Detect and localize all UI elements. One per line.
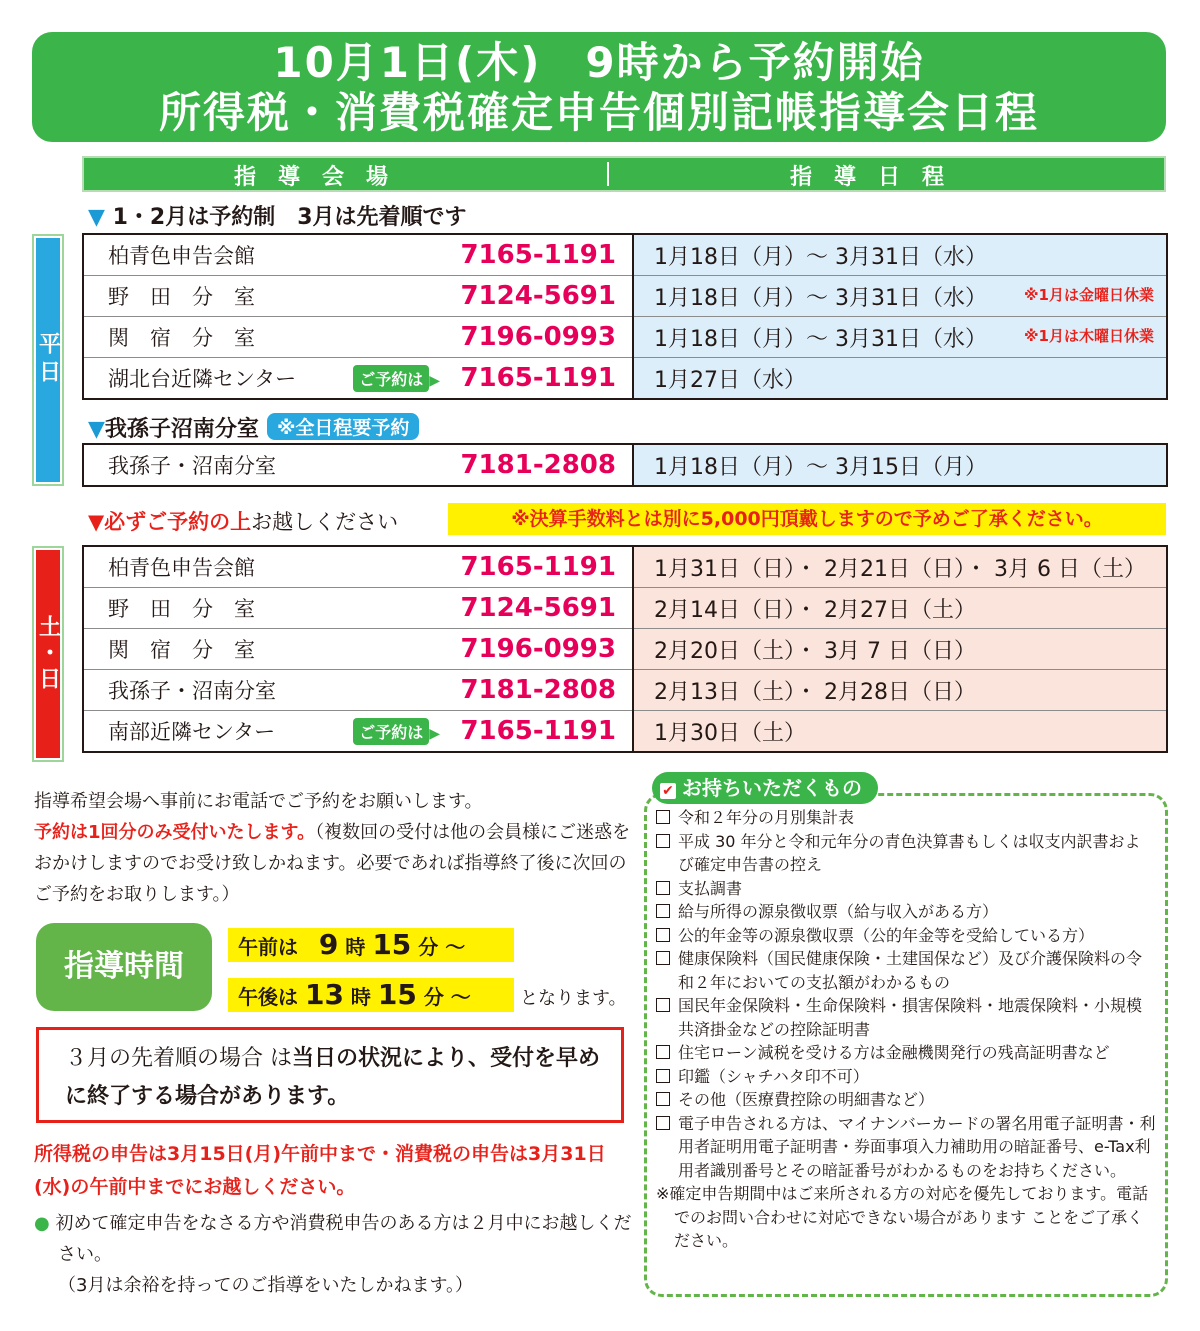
checkbox-icon bbox=[656, 951, 670, 965]
hours-label: 指導時間 bbox=[36, 923, 212, 1011]
phone-number[interactable]: 7124-5691 bbox=[440, 276, 633, 317]
list-item: 支払調書 bbox=[656, 877, 1156, 901]
checkbox-icon bbox=[656, 998, 670, 1012]
phone-number[interactable]: 7196-0993 bbox=[440, 317, 633, 358]
header-venue: 指導会場 bbox=[234, 165, 411, 190]
bring-note: ※確定申告期間中はご来所される方の対応を優先しております。電話でのお問い合わせに対応できない場合があります ことをご了承ください。 bbox=[656, 1184, 1149, 1250]
list-item: 令和２年分の月別集計表 bbox=[656, 806, 1156, 830]
abiko-heading: ▼我孫子沼南分室 ※全日程要予約 bbox=[88, 412, 419, 443]
checkmark-icon: ✔ bbox=[660, 783, 676, 799]
deadline-notice: 所得税の申告は3月15日(月)午前中まで・消費税の申告は3月31日(水)の午前中までにお越しください。 bbox=[34, 1143, 606, 1198]
list-item: 公的年金等の源泉徴収票（公的年金等を受給している方） bbox=[656, 924, 1156, 948]
table-row bbox=[83, 444, 1167, 486]
schedule-dates: 2月14日（日）・ 2月27日（土） bbox=[633, 588, 1167, 629]
schedule-dates: 1月18日（月）〜 3月15日（月） bbox=[633, 444, 1167, 486]
afternoon-hours: 午後は 13 時 15 分 〜 bbox=[228, 978, 514, 1012]
phone-number[interactable]: 7124-5691 bbox=[440, 588, 633, 629]
table-row bbox=[83, 317, 1167, 358]
weekday-table bbox=[82, 233, 1168, 400]
phone-number[interactable]: 7181-2808 bbox=[440, 670, 633, 711]
arrow-right-icon: ▶ bbox=[429, 725, 440, 742]
weekend-note: ▼必ずご予約の上お越しください bbox=[88, 510, 399, 534]
weekday-label-text: 平日 bbox=[35, 332, 61, 388]
title-banner bbox=[32, 32, 1166, 142]
checkbox-icon bbox=[656, 904, 670, 918]
list-item: 電子申告される方は、マイナンバーカードの署名用電子証明書・利用者証明用電子証明書・券面事項入力補助用の暗証番号、e-Tax利用者識別番号とその暗証番号がわかるものをお持ちください。 bbox=[656, 1112, 1156, 1183]
phone-number[interactable]: 7196-0993 bbox=[440, 629, 633, 670]
list-item: 給与所得の源泉徴収票（給与収入がある方） bbox=[656, 900, 1156, 924]
venue-name: 我孫子・沼南分室 bbox=[83, 670, 320, 711]
schedule-dates: 2月13日（土）・ 2月28日（日） bbox=[633, 670, 1167, 711]
table-row bbox=[83, 629, 1167, 670]
checkbox-icon bbox=[656, 810, 670, 824]
fee-notice: ※決算手数料とは別に5,000円頂戴しますので予めご了承ください。 bbox=[448, 503, 1166, 535]
venue-name: 我孫子・沼南分室 bbox=[108, 454, 276, 478]
phone-number[interactable]: 7165-1191 bbox=[440, 234, 633, 276]
weekend-table bbox=[82, 545, 1168, 753]
checkbox-icon bbox=[656, 881, 670, 895]
bullet-dot-icon: ● bbox=[34, 1213, 50, 1234]
reservation-required-badge: ※全日程要予約 bbox=[267, 413, 419, 440]
venue-name: 湖北台近隣センター bbox=[108, 367, 297, 391]
closure-remark: ※1月は金曜日休業 bbox=[1023, 285, 1154, 304]
list-item: 印鑑（シャチハタ印不可） bbox=[656, 1065, 1156, 1089]
phone-number[interactable]: 7165-1191 bbox=[440, 546, 633, 588]
venue-name: 野 田 分 室 bbox=[83, 276, 320, 317]
venue-name: 柏青色申告会館 bbox=[83, 546, 320, 588]
first-timer-note: ● 初めて確定申告をなさる方や消費税申告のある方は２月中にお越しください。 （3月は余裕を持ってのご指導をいたしかねます。） bbox=[34, 1213, 632, 1296]
weekend-label-text: 土・日 bbox=[35, 615, 61, 693]
reservation-tag: ご予約は bbox=[353, 365, 429, 392]
table-row bbox=[83, 711, 1167, 753]
checkbox-icon bbox=[656, 1045, 670, 1059]
venue-name: 関 宿 分 室 bbox=[83, 317, 320, 358]
checkbox-icon bbox=[656, 1069, 670, 1083]
reservation-tag: ご予約は bbox=[353, 718, 429, 745]
table-header bbox=[82, 156, 1166, 192]
list-item: 国民年金保険料・生命保険料・損害保険料・地震保険料・小規模共済掛金などの控除証明書 bbox=[656, 994, 1156, 1041]
schedule-dates: 1月18日（月）〜 3月31日（水） ※1月は木曜日休業 bbox=[633, 317, 1167, 358]
notice-box: ３月の先着順の場合 は当日の状況により、受付を早めに終了する場合があります。 bbox=[36, 1027, 624, 1123]
down-triangle-icon: ▼ bbox=[88, 510, 105, 534]
checkbox-icon bbox=[656, 1116, 670, 1130]
venue-name: 南部近隣センター bbox=[108, 720, 276, 744]
list-item: その他（医療費控除の明細書など） bbox=[656, 1088, 1156, 1112]
abiko-table bbox=[82, 443, 1168, 487]
schedule-dates: 1月18日（月）〜 3月31日（水） bbox=[633, 234, 1167, 276]
table-row bbox=[83, 234, 1167, 276]
header-divider bbox=[607, 162, 609, 186]
weekend-side-label bbox=[32, 546, 64, 762]
banner-line2: 所得税・消費税確定申告個別記帳指導会日程 bbox=[158, 88, 1039, 137]
bring-items-title: ✔ お持ちいただくもの bbox=[652, 772, 878, 804]
venue-name: 野 田 分 室 bbox=[83, 588, 320, 629]
table-row bbox=[83, 588, 1167, 629]
hours-tail: となります。 bbox=[520, 988, 627, 1009]
list-item: 健康保険料（国民健康保険・土建国保など）及び介護保険料の令和２年においての支払額がわかるもの bbox=[656, 947, 1156, 994]
schedule-dates: 1月18日（月）〜 3月31日（水） ※1月は金曜日休業 bbox=[633, 276, 1167, 317]
venue-name: 柏青色申告会館 bbox=[83, 234, 320, 276]
down-triangle-icon: ▼ bbox=[88, 205, 105, 230]
checkbox-icon bbox=[656, 834, 670, 848]
schedule-dates: 1月30日（土） bbox=[633, 711, 1167, 753]
weekday-side-label bbox=[32, 234, 64, 486]
table-row bbox=[83, 546, 1167, 588]
down-triangle-icon: ▼ bbox=[88, 417, 105, 442]
banner-line1: 10月1日(木) 9時から予約開始 bbox=[273, 38, 925, 87]
schedule-dates: 1月31日（日）・ 2月21日（日）・ 3月 6 日（土） bbox=[633, 546, 1167, 588]
table-row bbox=[83, 276, 1167, 317]
list-item: 住宅ローン減税を受ける方は金融機関発行の残高証明書など bbox=[656, 1041, 1156, 1065]
table-row bbox=[83, 358, 1167, 400]
weekday-note: ▼ 1・2月は予約制 3月は先着順です bbox=[88, 205, 467, 230]
morning-hours: 午前は 9 時 15 分 〜 bbox=[228, 928, 514, 962]
checkbox-icon bbox=[656, 1092, 670, 1106]
info-text: 指導希望会場へ事前にお電話でご予約をお願いします。 予約は1回分のみ受付いたします。（複数回の受付は他の会員様にご迷惑をおかけしますのでお受け致しかねます。必要であれば指導終了後に次回のご予約をお取りします。） bbox=[34, 791, 631, 905]
arrow-right-icon: ▶ bbox=[429, 372, 440, 389]
table-row bbox=[83, 670, 1167, 711]
schedule-dates: 2月20日（土）・ 3月 7 日（日） bbox=[633, 629, 1167, 670]
phone-number[interactable]: 7165-1191 bbox=[460, 716, 616, 746]
header-schedule: 指導日程 bbox=[790, 165, 967, 190]
closure-remark: ※1月は木曜日休業 bbox=[1023, 326, 1154, 345]
phone-number[interactable]: 7181-2808 bbox=[460, 450, 616, 480]
venue-name: 関 宿 分 室 bbox=[83, 629, 320, 670]
bring-items-list bbox=[656, 806, 1156, 1253]
phone-number[interactable]: 7165-1191 bbox=[460, 363, 616, 393]
list-item: 平成 30 年分と令和元年分の青色決算書もしくは収支内訳書および確定申告書の控え bbox=[656, 830, 1156, 877]
checkbox-icon bbox=[656, 928, 670, 942]
schedule-dates: 1月27日（水） bbox=[633, 358, 1167, 400]
